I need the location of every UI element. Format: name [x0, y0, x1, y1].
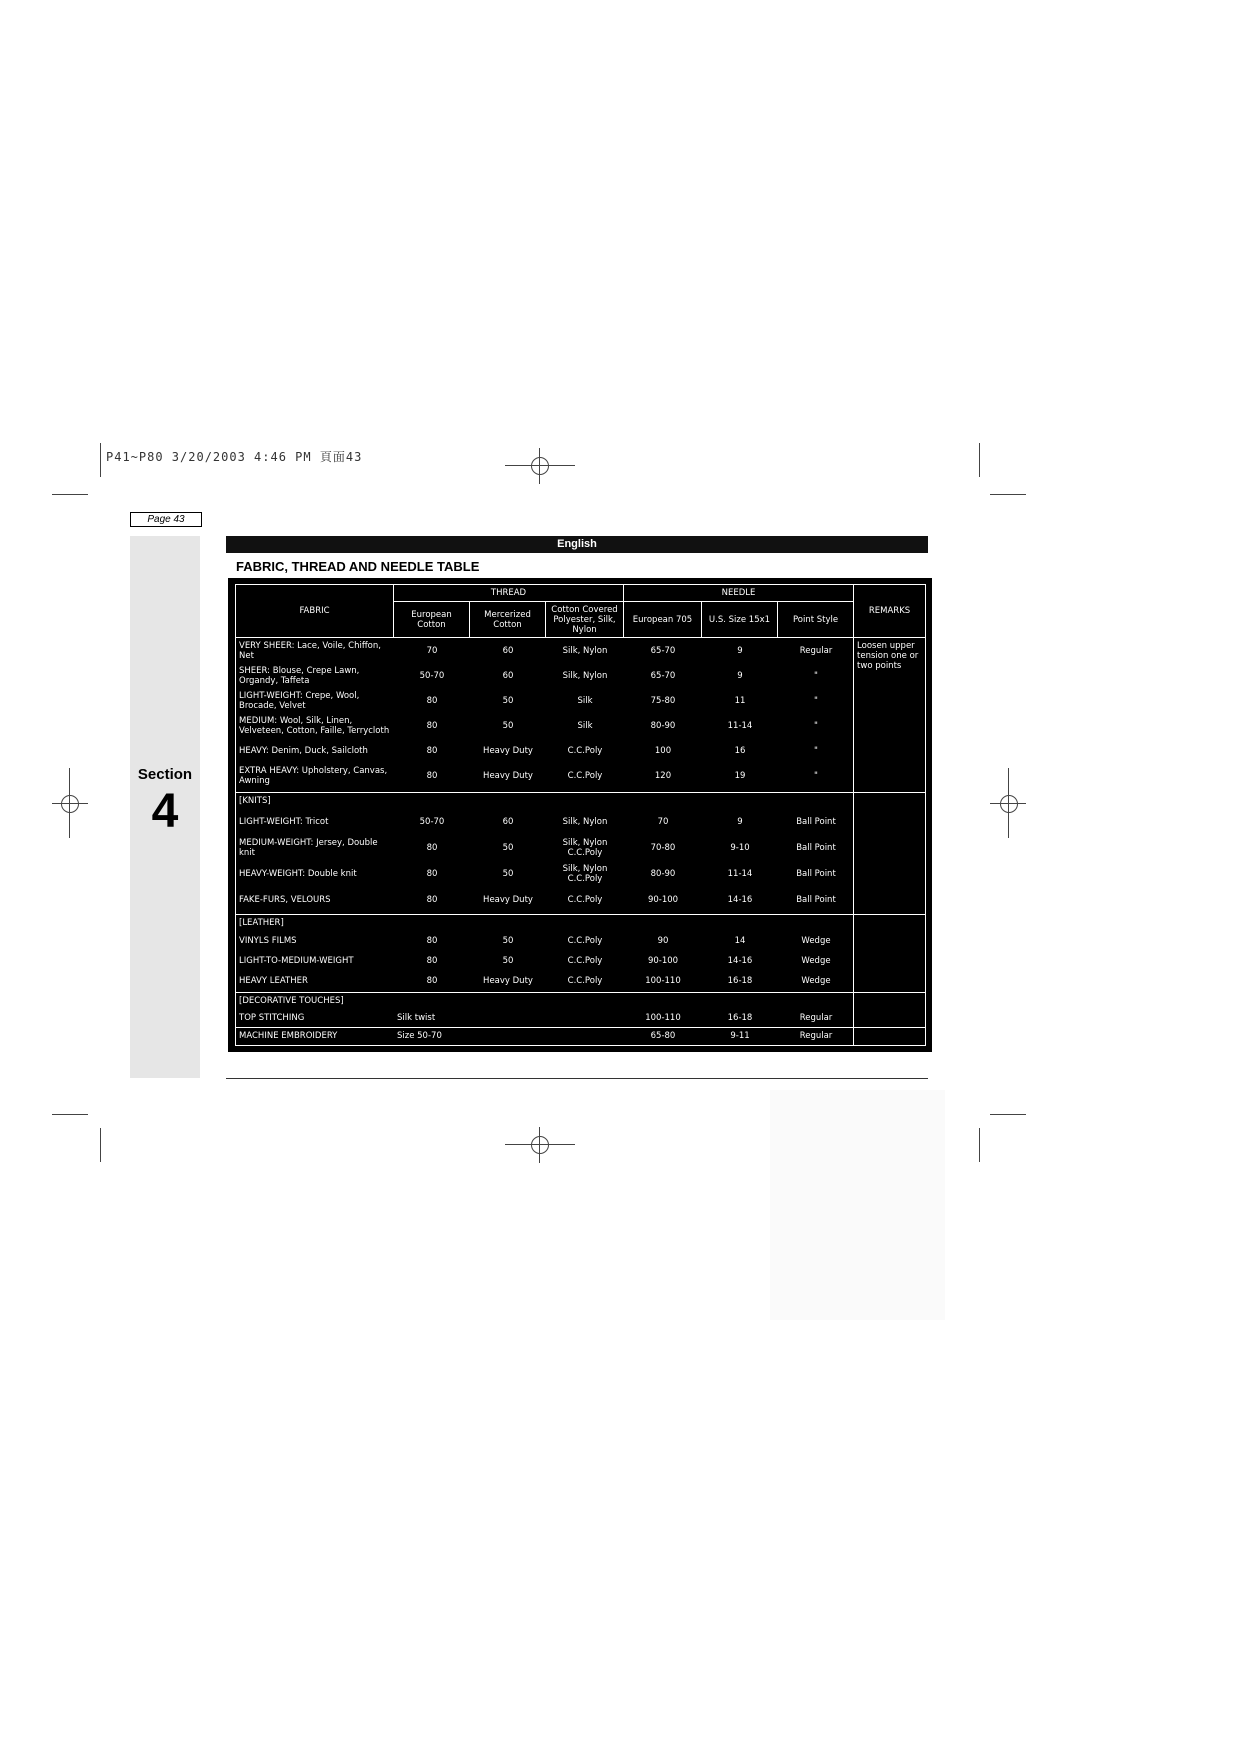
table-group-decorative-2 [236, 1027, 926, 1045]
header-cotton-covered: Cotton Covered Polyester, Silk, Nylon [546, 602, 624, 638]
point-style-cell: " [814, 745, 818, 756]
table-row [236, 713, 853, 738]
european-705-cell: 100-110 [645, 976, 681, 987]
table-header-row [236, 585, 926, 602]
fabric-cell: MEDIUM: Wool, Silk, Linen, Velveteen, Cotton, Faille, Terrycloth [239, 715, 390, 736]
point-style-cell: Ball Point [796, 843, 836, 854]
mercerized-cotton-cell: 50 [502, 936, 514, 947]
remark-decorative [854, 992, 926, 1027]
point-style-cell: Ball Point [796, 869, 836, 880]
european-705-cell: 80-90 [650, 720, 676, 731]
cotton-covered-cell: Silk, Nylon C.C.Poly [562, 864, 608, 885]
print-header: P41~P80 3/20/2003 4:46 PM 頁面43 [106, 450, 363, 464]
european-705-cell: 90-100 [647, 956, 679, 967]
point-style-cell: " [814, 720, 818, 731]
knits-rows [236, 809, 853, 913]
us-size-cell: 14-16 [727, 895, 753, 906]
table-row [236, 638, 853, 663]
cotton-covered-cell: Silk, Nylon [562, 670, 608, 681]
header-european-705: European 705 [624, 602, 702, 638]
point-style-cell: " [814, 770, 818, 781]
european-cotton-cell: 80 [426, 770, 438, 781]
group-label-decorative: [DECORATIVE TOUCHES] [239, 995, 344, 1006]
group-label-leather: [LEATHER] [239, 918, 284, 929]
decor-row [236, 1028, 853, 1045]
fabric-cell: VINYLS FILMS [239, 936, 297, 947]
point-style-cell: Regular [799, 1031, 833, 1042]
table-group-leather [236, 915, 926, 993]
us-size-cell: 16 [734, 745, 746, 756]
table-row [236, 1009, 853, 1027]
page-title: FABRIC, THREAD AND NEEDLE TABLE [236, 559, 480, 574]
european-705-cell: 100 [654, 745, 672, 756]
fabric-cell: HEAVY-WEIGHT: Double knit [239, 869, 357, 880]
european-cotton-cell: 80 [426, 745, 438, 756]
header-us-size: U.S. Size 15x1 [702, 602, 778, 638]
crop-mark [979, 443, 980, 477]
european-705-cell: 75-80 [650, 695, 676, 706]
european-cotton-cell: 50-70 [419, 817, 445, 828]
european-705-cell: 90-100 [647, 895, 679, 906]
fabric-cell: VERY SHEER: Lace, Voile, Chiffon, Net [239, 640, 381, 661]
fabric-cell: SHEER: Blouse, Crepe Lawn, Organdy, Taffeta [239, 665, 360, 686]
point-style-cell: Wedge [801, 976, 831, 987]
point-style-cell: " [814, 670, 818, 681]
leather-rows [236, 931, 853, 991]
european-705-cell: 100-110 [645, 1012, 681, 1023]
european-cotton-cell: 80 [426, 956, 438, 967]
table-group-knits [236, 793, 926, 915]
fabric-cell: TOP STITCHING [239, 1012, 305, 1023]
mercerized-cotton-cell: 50 [502, 695, 514, 706]
crop-mark [52, 1114, 88, 1115]
remark-leather [854, 915, 926, 993]
table-row [236, 951, 853, 971]
fabric-cell: FAKE-FURS, VELOURS [239, 895, 331, 906]
european-705-cell: 70 [657, 817, 669, 828]
fabric-cell: LIGHT-WEIGHT: Crepe, Wool, Brocade, Velvet [239, 690, 360, 711]
european-705-cell: 80-90 [650, 869, 676, 880]
crop-mark [100, 1128, 101, 1162]
us-size-cell: 11 [734, 695, 746, 706]
fabric-cell: MEDIUM-WEIGHT: Jersey, Double knit [239, 838, 378, 859]
remark-knits [854, 793, 926, 915]
cotton-covered-cell: C.C.Poly [567, 956, 603, 967]
us-size-cell: 16-18 [727, 976, 753, 987]
us-size-cell: 9-11 [730, 1031, 750, 1042]
point-style-cell: Wedge [801, 936, 831, 947]
crop-mark [990, 494, 1026, 495]
header-mercerized-cotton: Mercerized Cotton [470, 602, 546, 638]
european-cotton-cell: 80 [426, 936, 438, 947]
header-needle: NEEDLE [624, 585, 854, 602]
page-number-label: Page 43 [130, 512, 202, 527]
table-row [236, 931, 853, 951]
fabric-cell: LIGHT-WEIGHT: Tricot [239, 817, 329, 828]
remark-decorative-2 [854, 1027, 926, 1045]
fabric-cell: EXTRA HEAVY: Upholstery, Canvas, Awning [239, 765, 388, 786]
us-size-cell: 9 [737, 645, 743, 656]
header-point-style: Point Style [778, 602, 854, 638]
fabric-cell: HEAVY LEATHER [239, 976, 308, 987]
decor-row [236, 1009, 853, 1027]
european-cotton-cell: 80 [426, 869, 438, 880]
language-bar: English [226, 536, 928, 553]
us-size-cell: 19 [734, 770, 746, 781]
thread-span-cell: Size 50-70 [397, 1031, 442, 1042]
mercerized-cotton-cell: 50 [502, 869, 514, 880]
us-size-cell: 9 [737, 817, 743, 828]
european-705-cell: 65-80 [650, 1031, 676, 1042]
point-style-cell: " [814, 695, 818, 706]
us-size-cell: 11-14 [727, 869, 753, 880]
mercerized-cotton-cell: Heavy Duty [483, 895, 533, 906]
cotton-covered-cell: Silk, Nylon [562, 817, 608, 828]
european-cotton-cell: 50-70 [419, 670, 445, 681]
us-size-cell: 14-16 [727, 956, 753, 967]
fabric-thread-needle-table [235, 584, 926, 1046]
point-style-cell: Ball Point [796, 817, 836, 828]
us-size-cell: 11-14 [727, 720, 753, 731]
thread-span-cell: Silk twist [397, 1012, 436, 1023]
crop-mark [990, 1114, 1026, 1115]
cotton-covered-cell: Silk, Nylon C.C.Poly [562, 838, 608, 859]
crop-mark [100, 443, 101, 477]
us-size-cell: 9 [737, 670, 743, 681]
mercerized-cotton-cell: 60 [502, 670, 514, 681]
european-705-cell: 120 [654, 770, 672, 781]
point-style-cell: Ball Point [796, 895, 836, 906]
mercerized-cotton-cell: 60 [502, 817, 514, 828]
table-row [236, 835, 853, 861]
point-style-cell: Regular [799, 645, 833, 656]
mercerized-cotton-cell: Heavy Duty [483, 976, 533, 987]
cotton-covered-cell: C.C.Poly [567, 895, 603, 906]
cotton-covered-cell: Silk, Nylon [562, 645, 608, 656]
section-label: Section [137, 766, 193, 783]
european-cotton-cell: 80 [426, 720, 438, 731]
table-row [236, 887, 853, 913]
us-size-cell: 9-10 [730, 843, 750, 854]
point-style-cell: Regular [799, 1012, 833, 1023]
header-european-cotton: European Cotton [394, 602, 470, 638]
european-705-cell: 65-70 [650, 645, 676, 656]
european-cotton-cell: 80 [426, 843, 438, 854]
table-row [236, 971, 853, 991]
table-group-decorative [236, 992, 926, 1027]
fabric-cell: LIGHT-TO-MEDIUM-WEIGHT [239, 956, 354, 967]
header-fabric: FABRIC [236, 585, 394, 638]
mercerized-cotton-cell: 50 [502, 843, 514, 854]
table-row [236, 738, 853, 763]
european-cotton-cell: 80 [426, 895, 438, 906]
fabric-table-panel [228, 578, 932, 1052]
table-row [236, 763, 853, 788]
table-row [236, 688, 853, 713]
cotton-covered-cell: Silk [577, 695, 593, 706]
group-label-knits: [KNITS] [239, 796, 271, 807]
european-705-cell: 70-80 [650, 843, 676, 854]
bottom-rule [226, 1078, 928, 1079]
table-row [236, 1028, 853, 1045]
mercerized-cotton-cell: 50 [502, 720, 514, 731]
us-size-cell: 14 [734, 936, 746, 947]
european-705-cell: 65-70 [650, 670, 676, 681]
header-thread: THREAD [394, 585, 624, 602]
header-remarks: REMARKS [854, 585, 926, 638]
crop-mark [979, 1128, 980, 1162]
remark-woven: Loosen upper tension one or two points [854, 638, 926, 793]
crop-mark [52, 494, 88, 495]
cotton-covered-cell: C.C.Poly [567, 936, 603, 947]
us-size-cell: 16-18 [727, 1012, 753, 1023]
fabric-cell: MACHINE EMBROIDERY [239, 1031, 338, 1042]
section-number: 4 [151, 785, 179, 838]
table-row [236, 663, 853, 688]
cotton-covered-cell: C.C.Poly [567, 745, 603, 756]
european-705-cell: 90 [657, 936, 669, 947]
cotton-covered-cell: Silk [577, 720, 593, 731]
woven-rows [236, 638, 853, 788]
cotton-covered-cell: C.C.Poly [567, 770, 603, 781]
mercerized-cotton-cell: Heavy Duty [483, 745, 533, 756]
table-row [236, 861, 853, 887]
mercerized-cotton-cell: 60 [502, 645, 514, 656]
mercerized-cotton-cell: Heavy Duty [483, 770, 533, 781]
background-shade [770, 1090, 945, 1320]
mercerized-cotton-cell: 50 [502, 956, 514, 967]
european-cotton-cell: 70 [426, 645, 438, 656]
cotton-covered-cell: C.C.Poly [567, 976, 603, 987]
point-style-cell: Wedge [801, 956, 831, 967]
european-cotton-cell: 80 [426, 976, 438, 987]
table-row [236, 809, 853, 835]
european-cotton-cell: 80 [426, 695, 438, 706]
table-group-woven [236, 638, 926, 793]
fabric-cell: HEAVY: Denim, Duck, Sailcloth [239, 745, 368, 756]
